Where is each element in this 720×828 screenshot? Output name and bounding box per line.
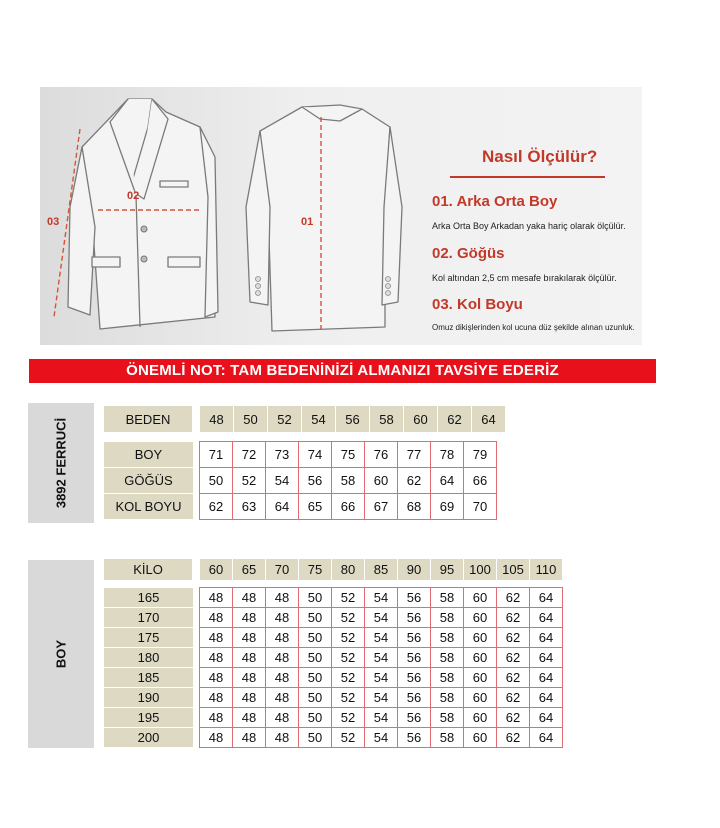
- weight-size-cell: 58: [431, 608, 464, 628]
- weight-size-cell: 54: [365, 648, 398, 668]
- weight-size-cell: 62: [497, 668, 530, 688]
- marker-03: 03: [47, 216, 60, 228]
- weight-header-cell: 60: [200, 559, 233, 581]
- measure-sleeve-title: 03. Kol Boyu: [432, 296, 523, 313]
- weight-size-cell: 48: [200, 588, 233, 608]
- weight-size-cell: 56: [398, 688, 431, 708]
- height-row-label-row: [104, 608, 194, 628]
- weight-size-cell: 48: [266, 588, 299, 608]
- size-row-labels: [103, 441, 194, 520]
- size-row-label: KOL BOYU: [104, 494, 194, 520]
- height-side-label: [28, 560, 94, 748]
- weight-size-cell: 52: [332, 728, 365, 748]
- weight-size-row: [200, 728, 563, 748]
- weight-header-cell: 65: [233, 559, 266, 581]
- weight-size-cell: 48: [233, 688, 266, 708]
- size-measurement-table: [199, 441, 497, 520]
- weight-size-row: [200, 628, 563, 648]
- height-row-label: 175: [104, 628, 194, 648]
- jacket-illustration: [40, 87, 642, 345]
- weight-size-cell: 62: [497, 628, 530, 648]
- size-header-cell: 64: [472, 406, 506, 433]
- weight-size-cell: 54: [365, 628, 398, 648]
- weight-size-cell: 48: [200, 688, 233, 708]
- weight-size-cell: 48: [200, 628, 233, 648]
- measure-chest-title: 02. Göğüs: [432, 245, 505, 262]
- weight-size-cell: 48: [200, 728, 233, 748]
- size-row-label: GÖĞÜS: [104, 468, 194, 494]
- weight-size-cell: 48: [200, 648, 233, 668]
- weight-size-cell: 58: [431, 708, 464, 728]
- weight-size-cell: 50: [299, 668, 332, 688]
- size-row-label-row: [104, 468, 194, 494]
- weight-size-cell: 58: [431, 688, 464, 708]
- weight-size-cell: 60: [464, 708, 497, 728]
- size-cell: 74: [299, 442, 332, 468]
- size-cell: 65: [299, 494, 332, 520]
- weight-size-cell: 48: [233, 588, 266, 608]
- weight-size-row: [200, 648, 563, 668]
- size-row: [200, 468, 497, 494]
- size-cell: 77: [398, 442, 431, 468]
- weight-size-cell: 60: [464, 628, 497, 648]
- size-values-header: [199, 405, 506, 433]
- beden-label: BEDEN: [104, 406, 193, 433]
- weight-size-cell: 50: [299, 728, 332, 748]
- weight-header-cell: 95: [431, 559, 464, 581]
- measure-back-length-title: 01. Arka Orta Boy: [432, 193, 558, 210]
- size-header-table: [103, 405, 200, 433]
- weight-size-cell: 54: [365, 668, 398, 688]
- size-cell: 62: [200, 494, 233, 520]
- weight-size-cell: 56: [398, 588, 431, 608]
- weight-size-cell: 64: [530, 668, 563, 688]
- weight-size-cell: 48: [233, 728, 266, 748]
- height-row-label-row: [104, 668, 194, 688]
- weight-size-cell: 62: [497, 728, 530, 748]
- size-cell: 70: [464, 494, 497, 520]
- weight-size-cell: 60: [464, 648, 497, 668]
- size-header-cell: 56: [336, 406, 370, 433]
- weight-size-cell: 50: [299, 688, 332, 708]
- size-header-cells: [200, 406, 506, 433]
- size-cell: 54: [266, 468, 299, 494]
- height-axis-label: BOY: [53, 639, 69, 669]
- weight-size-cell: 60: [464, 588, 497, 608]
- size-cell: 72: [233, 442, 266, 468]
- weight-size-table: [199, 587, 563, 748]
- measure-chest-desc: Kol altından 2,5 cm mesafe bırakılarak ölçülür.: [432, 273, 617, 283]
- weight-values-header: [199, 558, 563, 581]
- size-row-label: BOY: [104, 442, 194, 468]
- weight-size-row: [200, 708, 563, 728]
- weight-size-cell: 48: [233, 628, 266, 648]
- weight-size-cell: 48: [233, 668, 266, 688]
- weight-size-cell: 48: [200, 668, 233, 688]
- weight-header-label-table: [103, 558, 193, 581]
- weight-size-cell: 48: [233, 648, 266, 668]
- weight-size-cell: 58: [431, 628, 464, 648]
- size-cell: 79: [464, 442, 497, 468]
- height-row-label-row: [104, 688, 194, 708]
- size-header-cell: 62: [438, 406, 472, 433]
- size-cell: 52: [233, 468, 266, 494]
- measurement-banner: [40, 87, 642, 345]
- title-underline: [450, 176, 605, 178]
- weight-size-cell: 52: [332, 608, 365, 628]
- weight-size-cell: 64: [530, 708, 563, 728]
- weight-size-cell: 48: [266, 668, 299, 688]
- weight-size-cell: 58: [431, 648, 464, 668]
- height-row-label: 170: [104, 608, 194, 628]
- weight-header-cell: 90: [398, 559, 431, 581]
- weight-size-cell: 48: [266, 628, 299, 648]
- marker-02: 02: [127, 190, 140, 202]
- size-cell: 71: [200, 442, 233, 468]
- weight-size-cell: 62: [497, 588, 530, 608]
- weight-size-cell: 54: [365, 708, 398, 728]
- size-cell: 73: [266, 442, 299, 468]
- weight-size-cell: 54: [365, 608, 398, 628]
- size-cell: 60: [365, 468, 398, 494]
- size-header-cell: 58: [370, 406, 404, 433]
- weight-size-cell: 56: [398, 608, 431, 628]
- weight-size-cell: 58: [431, 668, 464, 688]
- weight-size-cell: 48: [266, 708, 299, 728]
- size-header-cell: 52: [268, 406, 302, 433]
- height-row-label-row: [104, 588, 194, 608]
- weight-size-cell: 64: [530, 588, 563, 608]
- size-cell: 75: [332, 442, 365, 468]
- weight-size-cell: 52: [332, 668, 365, 688]
- height-row-label: 185: [104, 668, 194, 688]
- weight-size-cell: 64: [530, 688, 563, 708]
- size-header-cell: 60: [404, 406, 438, 433]
- height-row-labels: [103, 587, 194, 748]
- marker-01: 01: [301, 216, 314, 228]
- weight-size-cell: 50: [299, 648, 332, 668]
- size-cell: 69: [431, 494, 464, 520]
- weight-size-cell: 52: [332, 628, 365, 648]
- size-row-label-row: [104, 494, 194, 520]
- size-header-cell: 48: [200, 406, 234, 433]
- weight-header-cell: 70: [266, 559, 299, 581]
- height-row-label: 200: [104, 728, 194, 748]
- weight-size-cell: 48: [200, 708, 233, 728]
- weight-size-cell: 62: [497, 648, 530, 668]
- weight-size-cell: 54: [365, 728, 398, 748]
- weight-size-cell: 62: [497, 608, 530, 628]
- weight-size-cell: 50: [299, 708, 332, 728]
- weight-size-cell: 56: [398, 728, 431, 748]
- weight-header-cell: 110: [530, 559, 563, 581]
- weight-size-row: [200, 608, 563, 628]
- weight-size-cell: 56: [398, 628, 431, 648]
- weight-size-row: [200, 688, 563, 708]
- size-cell: 64: [266, 494, 299, 520]
- height-row-label: 165: [104, 588, 194, 608]
- weight-header-cell: 85: [365, 559, 398, 581]
- how-to-measure-title: Nasıl Ölçülür?: [482, 147, 598, 166]
- weight-size-cell: 50: [299, 628, 332, 648]
- weight-size-cell: 48: [266, 688, 299, 708]
- weight-size-cell: 60: [464, 728, 497, 748]
- weight-size-cell: 48: [266, 608, 299, 628]
- weight-size-cell: 48: [266, 728, 299, 748]
- weight-size-cell: 64: [530, 648, 563, 668]
- height-row-label: 190: [104, 688, 194, 708]
- size-row-label-row: [104, 442, 194, 468]
- weight-header-row: [104, 559, 193, 581]
- height-row-label-row: [104, 628, 194, 648]
- weight-size-cell: 60: [464, 688, 497, 708]
- size-cell: 50: [200, 468, 233, 494]
- weight-size-cell: 52: [332, 588, 365, 608]
- weight-size-cell: 64: [530, 608, 563, 628]
- weight-header-cell: 100: [464, 559, 497, 581]
- size-cell: 58: [332, 468, 365, 494]
- size-header-row: [104, 406, 200, 433]
- size-header-cell: 50: [234, 406, 268, 433]
- weight-size-cell: 52: [332, 688, 365, 708]
- model-name: 3892 FERRUCİ: [53, 417, 69, 509]
- weight-size-cell: 48: [266, 648, 299, 668]
- weight-size-cell: 48: [200, 608, 233, 628]
- height-row-label: 195: [104, 708, 194, 728]
- weight-size-cell: 60: [464, 608, 497, 628]
- weight-size-cell: 58: [431, 728, 464, 748]
- size-header-cell: 54: [302, 406, 336, 433]
- size-cell: 62: [398, 468, 431, 494]
- size-cell: 78: [431, 442, 464, 468]
- weight-size-cell: 56: [398, 648, 431, 668]
- weight-size-cell: 58: [431, 588, 464, 608]
- height-row-label-row: [104, 728, 194, 748]
- size-cell: 63: [233, 494, 266, 520]
- weight-size-cell: 48: [233, 708, 266, 728]
- weight-header-cell: 105: [497, 559, 530, 581]
- size-row: [200, 494, 497, 520]
- weight-size-cell: 50: [299, 608, 332, 628]
- weight-size-cell: 60: [464, 668, 497, 688]
- size-cell: 66: [464, 468, 497, 494]
- model-side-label: [28, 403, 94, 523]
- height-row-label-row: [104, 708, 194, 728]
- weight-size-cell: 52: [332, 648, 365, 668]
- measure-back-length-desc: Arka Orta Boy Arkadan yaka hariç olarak ölçülür.: [432, 221, 626, 231]
- kilo-label: KİLO: [104, 559, 193, 581]
- measure-sleeve-desc: Omuz dikişlerinden kol ucuna düz şekilde alınan uzunluk.: [432, 323, 635, 332]
- weight-header-cells: [200, 559, 563, 581]
- size-cell: 64: [431, 468, 464, 494]
- weight-size-cell: 48: [233, 608, 266, 628]
- important-note-bar: ÖNEMLİ NOT: TAM BEDENİNİZİ ALMANIZI TAVSİYE EDERİZ: [29, 359, 656, 383]
- weight-size-cell: 64: [530, 628, 563, 648]
- weight-size-cell: 54: [365, 688, 398, 708]
- size-cell: 67: [365, 494, 398, 520]
- weight-size-cell: 50: [299, 588, 332, 608]
- weight-size-cell: 62: [497, 708, 530, 728]
- weight-size-cell: 64: [530, 728, 563, 748]
- size-row: [200, 442, 497, 468]
- weight-size-row: [200, 588, 563, 608]
- height-row-label: 180: [104, 648, 194, 668]
- height-row-label-row: [104, 648, 194, 668]
- size-cell: 76: [365, 442, 398, 468]
- weight-size-cell: 62: [497, 688, 530, 708]
- weight-size-row: [200, 668, 563, 688]
- size-cell: 66: [332, 494, 365, 520]
- weight-header-cell: 80: [332, 559, 365, 581]
- weight-header-cell: 75: [299, 559, 332, 581]
- weight-size-cell: 54: [365, 588, 398, 608]
- size-cell: 68: [398, 494, 431, 520]
- weight-size-cell: 56: [398, 708, 431, 728]
- weight-size-cell: 56: [398, 668, 431, 688]
- weight-size-cell: 52: [332, 708, 365, 728]
- size-cell: 56: [299, 468, 332, 494]
